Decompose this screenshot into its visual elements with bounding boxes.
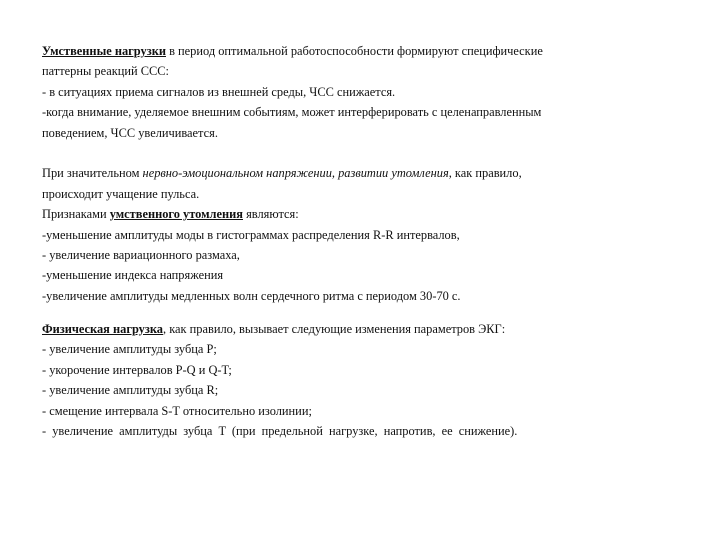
section1-intro-line2: паттерны реакций ССС:: [42, 64, 169, 79]
section1-item-1: - в ситуациях приема сигналов из внешней среды, ЧСС снижается.: [42, 84, 396, 99]
section2-item-4: -увеличение амплитуды медленных волн сердечного ритма с периодом 30-70 с.: [42, 288, 461, 303]
section3-item-2: - укорочение интервалов P-Q и Q-T;: [42, 362, 232, 377]
paragraph-gap: [42, 143, 682, 163]
section3-intro: [42, 319, 682, 339]
section2-p1-end: , как правило,: [448, 166, 522, 181]
section3-item-1: - увеличение амплитуды зубца P;: [42, 342, 217, 357]
section3-heading: Физическая нагрузка: [42, 322, 163, 337]
slide-text-body: [42, 41, 682, 441]
section2-p1-start: При значительном: [42, 166, 143, 181]
section3-item-3: - увеличение амплитуды зубца R;: [42, 383, 219, 398]
section2-signs: [42, 204, 682, 224]
section1-intro-rest: в период оптимальной работоспособности формируют специфические: [165, 44, 543, 58]
section2-p1-italic: нервно-эмоциональном напряжении, развитии утомления: [142, 166, 449, 181]
section2-signs-end: являются:: [243, 207, 299, 222]
section1-item-2: -когда внимание, уделяемое внешним событиям, может интерферировать с целенаправленным: [42, 105, 542, 120]
section2-signs-term: умственного утомления: [109, 207, 243, 222]
section2-p1-line2: происходит учащение пульса.: [42, 186, 200, 201]
section2-item-3: -уменьшение индекса напряжения: [42, 268, 224, 283]
section1-item-3: поведением, ЧСС увеличивается.: [42, 125, 218, 140]
section1-intro: [42, 41, 682, 61]
paragraph-gap: [42, 306, 682, 319]
section2-paragraph-1: [42, 163, 682, 183]
section1-heading: Умственные нагрузки: [42, 44, 166, 58]
section2-signs-start: Признаками: [42, 207, 110, 222]
section2-item-1: -уменьшение амплитуды моды в гистограммах распределения R-R интервалов,: [42, 227, 460, 242]
section2-item-2: - увеличение вариационного размаха,: [42, 247, 240, 262]
section3-item-5: - увеличение амплитуды зубца T (при предельной нагрузке, напротив, ее снижение).: [42, 424, 518, 439]
section3-intro-rest: , как правило, вызывает следующие изменения параметров ЭКГ:: [163, 322, 506, 337]
section3-item-4: - смещение интервала S-T относительно изолинии;: [42, 403, 312, 418]
